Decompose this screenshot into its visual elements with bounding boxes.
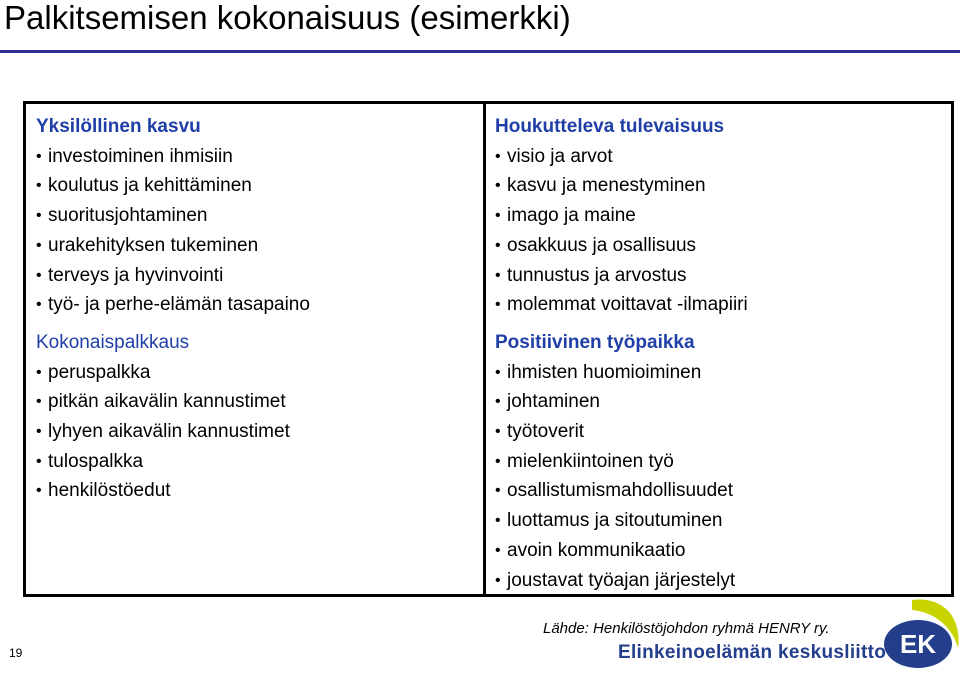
list-item: • joustavat työajan järjestelyt <box>495 566 748 596</box>
list-item: • osallistumismahdollisuudet <box>495 476 748 506</box>
list-item: • terveys ja hyvinvointi <box>36 261 310 291</box>
list-item: • visio ja arvot <box>495 142 748 172</box>
title-rule <box>0 50 960 53</box>
source-note: Lähde: Henkilöstöjohdon ryhmä HENRY ry. <box>543 620 830 637</box>
column-divider <box>483 101 486 597</box>
section-heading: Positiivinen työpaikka <box>495 331 695 353</box>
list-item: • osakkuus ja osallisuus <box>495 231 748 261</box>
list-item: • peruspalkka <box>36 358 310 388</box>
list-item: • urakehityksen tukeminen <box>36 231 310 261</box>
list-item: • työtoverit <box>495 417 748 447</box>
list-item: • molemmat voittavat -ilmapiiri <box>495 290 748 320</box>
list-item: • johtaminen <box>495 387 748 417</box>
list-item: • henkilöstöedut <box>36 476 310 506</box>
list-item: • lyhyen aikavälin kannustimet <box>36 417 310 447</box>
list-item: • pitkän aikavälin kannustimet <box>36 387 310 417</box>
list-item: • ihmisten huomioiminen <box>495 358 748 388</box>
section-houkutteleva-tulevaisuus <box>495 112 748 320</box>
left-column <box>36 112 310 506</box>
section-yksilollinen-kasvu <box>36 112 310 320</box>
list-item: • kasvu ja menestyminen <box>495 171 748 201</box>
list-item: • investoiminen ihmisiin <box>36 142 310 172</box>
list-item: • avoin kommunikaatio <box>495 536 748 566</box>
section-heading: Yksilöllinen kasvu <box>36 116 201 137</box>
section-heading: Houkutteleva tulevaisuus <box>495 116 725 137</box>
list-item: • suoritusjohtaminen <box>36 201 310 231</box>
list-item: • työ- ja perhe-elämän tasapaino <box>36 290 310 320</box>
list-item: • luottamus ja sitoutuminen <box>495 506 748 536</box>
organization-name: Elinkeinoelämän keskusliitto <box>618 642 887 663</box>
page-number: 19 <box>9 646 23 660</box>
logo-mark-text: EK <box>899 629 937 659</box>
ek-logo-icon <box>872 596 960 674</box>
section-heading: Kokonaispalkkaus <box>36 331 190 353</box>
section-positiivinen-tyopaikka <box>495 328 748 595</box>
section-kokonaispalkkaus <box>36 328 310 506</box>
list-item: • tunnustus ja arvostus <box>495 261 748 291</box>
list-item: • mielenkiintoinen työ <box>495 447 748 477</box>
list-item: • tulospalkka <box>36 447 310 477</box>
right-column <box>495 112 748 595</box>
list-item: • koulutus ja kehittäminen <box>36 171 310 201</box>
list-item: • imago ja maine <box>495 201 748 231</box>
page-title: Palkitsemisen kokonaisuus (esimerkki) <box>4 0 571 36</box>
